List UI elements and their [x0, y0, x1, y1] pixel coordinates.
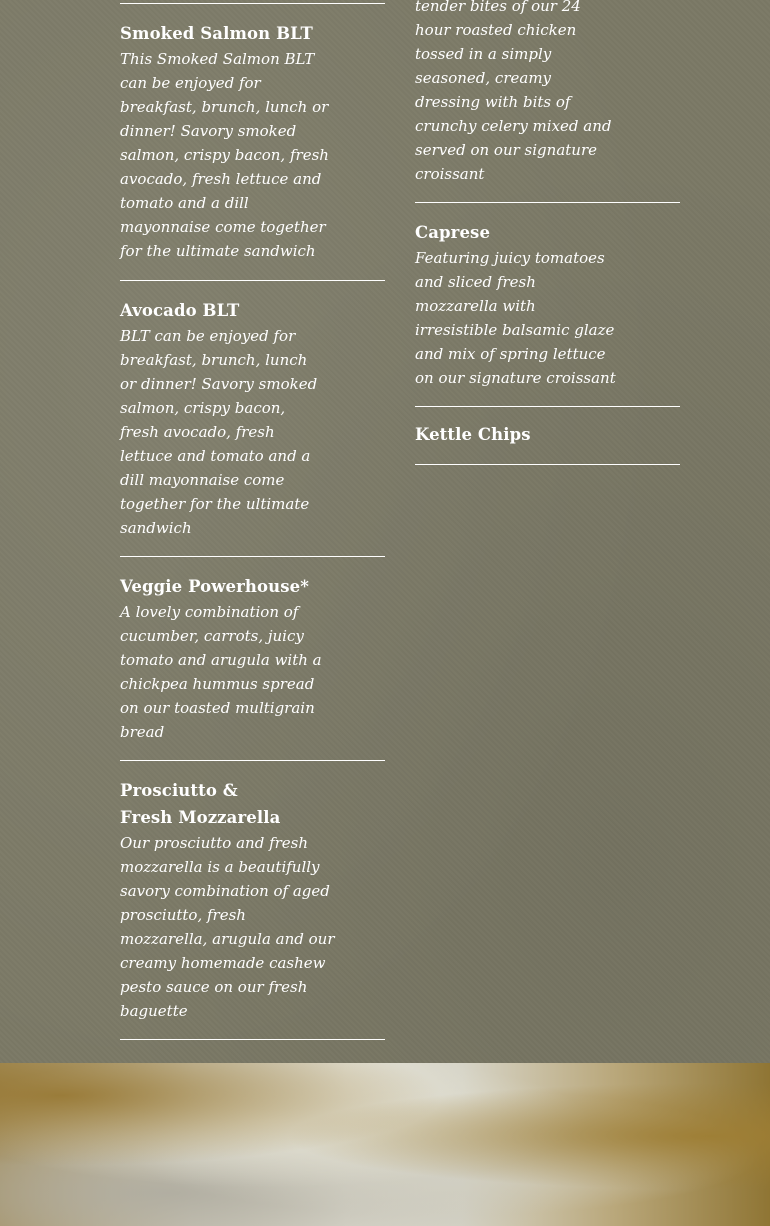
menu-item-name: Avocado BLT [120, 301, 240, 320]
menu-item-caprese [415, 203, 680, 406]
menu-left-column [120, 0, 385, 1040]
menu-item-description: Our prosciutto and fresh mozzarella is a beautifully savory combination of aged prosciutto, fresh mozzarella, arugula and our creamy homemade cashew pesto sauce on our fresh baguette [120, 834, 335, 1020]
menu-item-veggie-powerhouse [120, 557, 385, 760]
divider [120, 1039, 385, 1040]
divider [415, 464, 680, 465]
menu-item-prosciutto-mozzarella [120, 761, 385, 1039]
menu-item-name: Caprese [415, 223, 491, 242]
menu-item-kettle-chips [415, 407, 680, 464]
menu-item-chicken-salad [415, 0, 680, 202]
menu-item-description: Featuring juicy tomatoes and sliced fresh mozzarella with irresistible balsamic glaze and mix of spring lettuce on our signature croissant [415, 249, 616, 387]
background-photo-strip [0, 1063, 770, 1226]
menu-item-description: This Smoked Salmon BLT can be enjoyed for breakfast, brunch, lunch or dinner! Savory smoked salmon, crispy bacon, fresh avocado, fresh lettuce and tomato and a dill mayonnaise come together for the ultimate sandwich [120, 50, 329, 260]
menu-item-name: Prosciutto & Fresh Mozzarella [120, 781, 281, 827]
menu-item-description: tender bites of our 24 hour roasted chicken tossed in a simply seasoned, creamy dressing with bits of crunchy celery mixed and served on our signature croissant [415, 0, 612, 183]
menu-item-smoked-salmon-blt [120, 4, 385, 280]
menu-item-avocado-blt [120, 281, 385, 556]
menu-right-column [415, 0, 680, 465]
menu-item-name: Smoked Salmon BLT [120, 24, 313, 43]
menu-item-description: A lovely combination of cucumber, carrots, juicy tomato and arugula with a chickpea hummus spread on our toasted multigrain bread [120, 603, 322, 741]
menu-item-name: Kettle Chips [415, 425, 531, 444]
menu-item-name: Veggie Powerhouse* [120, 577, 309, 596]
menu-item-description: BLT can be enjoyed for breakfast, brunch, lunch or dinner! Savory smoked salmon, crispy bacon, fresh avocado, fresh lettuce and tomato and a dill mayonnaise come together for the ultimate sandwich [120, 327, 318, 537]
